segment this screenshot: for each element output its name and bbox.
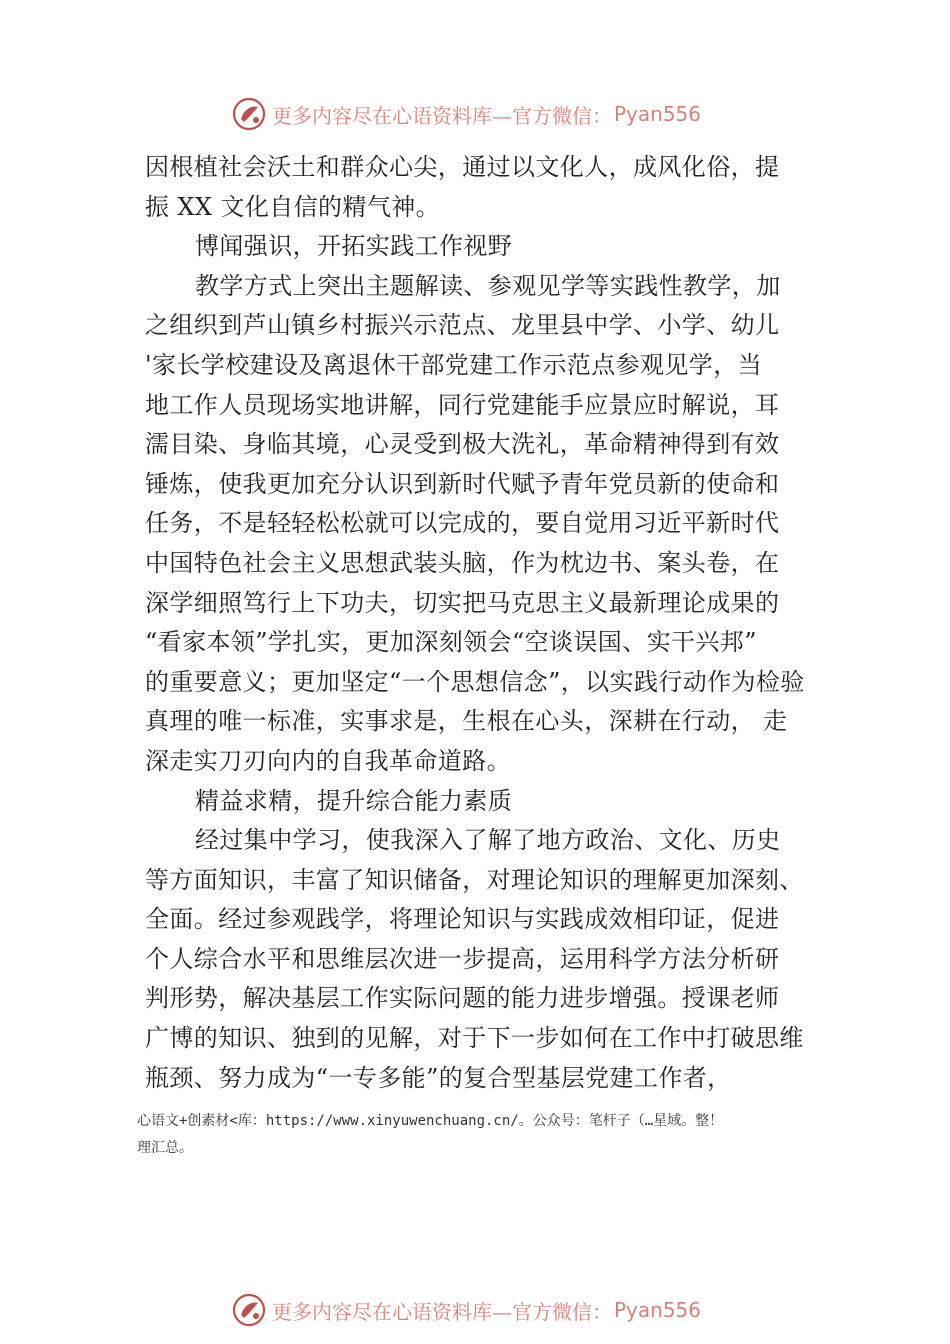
body-line: 瓶颈、努力成为“一专多能”的复合型基层党建工作者， [145,1063,732,1092]
body-line: '家长学校建设及离退休干部党建工作示范点参观见学，当 [145,350,762,379]
footer-line: 心语文+创素材<库：https://www.xinyuwenchuang.cn/。公众号：笔杆子（…星域。整！ [137,1113,724,1129]
body-line: 广博的知识、独到的见解，对于下一步如何在工作中打破思维 [145,1024,804,1053]
body-line: 个人综合水平和思维层次进一步提高，运用科学方法分析研 [145,944,780,973]
logo-icon [232,1293,266,1327]
body-line: 地工作人员现场实地讲解，同行党建能手应景应时解说，耳 [145,390,780,419]
document-body [145,148,820,1098]
body-line: 全面。经过参观践学，将理论知识与实践成效相印证，促进 [145,905,780,934]
body-line: 教学方式上突出主题解读、参观见学等实践性教学，加 [195,271,781,300]
body-line: 等方面知识，丰富了知识储备，对理论知识的理解更加深刻、 [145,865,804,894]
body-line: 判形势，解决基层工作实际问题的能力进步增强。授课老师 [145,984,780,1013]
footer-note [137,1108,827,1162]
section-heading: 精益求精，提升综合能力素质 [195,786,513,815]
body-line: 中国特色社会主义思想武装头脑，作为枕边书、案头卷，在 [145,548,780,577]
body-line: 锤炼，使我更加充分认识到新时代赋予青年党员新的使命和 [145,469,780,498]
body-line: 的重要意义；更加坚定“一个思想信念”，以实践行动作为检验 [145,667,805,696]
footer-line: 理汇总。 [137,1140,193,1156]
body-line: 因根植社会沃土和群众心尖，通过以文化人，成风化俗，提 [145,153,780,181]
body-line: 深走实刀刃向内的自我革命道路。 [145,746,511,775]
header-watermark [232,94,752,134]
body-line: “看家本领”学扎实，更加深刻领会“空谈误国、实干兴邦” [145,628,757,657]
body-line: 真理的唯一标准，实事求是，生根在心头，深耕在行动， 走 [145,707,788,736]
watermark-text: 更多内容尽在心语资料库—官方微信： [272,103,612,128]
body-line: 任务，不是轻轻松松就可以完成的，要自觉用习近平新时代 [145,509,780,538]
section-heading: 博闻强识，开拓实践工作视野 [195,232,513,261]
body-line: 经过集中学习，使我深入了解了地方政治、文化、历史 [195,826,781,855]
logo-icon [232,97,266,131]
body-line: 之组织到芦山镇乡村振兴示范点、龙里县中学、小学、幼儿 [145,311,780,340]
body-line: 深学细照笃行上下功夫，切实把马克思主义最新理论成果的 [145,588,780,617]
watermark-wechat-id: Pyan556 [614,102,702,126]
footer-watermark [232,1290,752,1330]
body-line: 振 XX 文化自信的精气神。 [145,192,441,221]
watermark-text: 更多内容尽在心语资料库—官方微信： [272,1299,612,1324]
watermark-wechat-id: Pyan556 [614,1298,702,1322]
body-line: 濡目染、身临其境，心灵受到极大洗礼，革命精神得到有效 [145,430,780,459]
